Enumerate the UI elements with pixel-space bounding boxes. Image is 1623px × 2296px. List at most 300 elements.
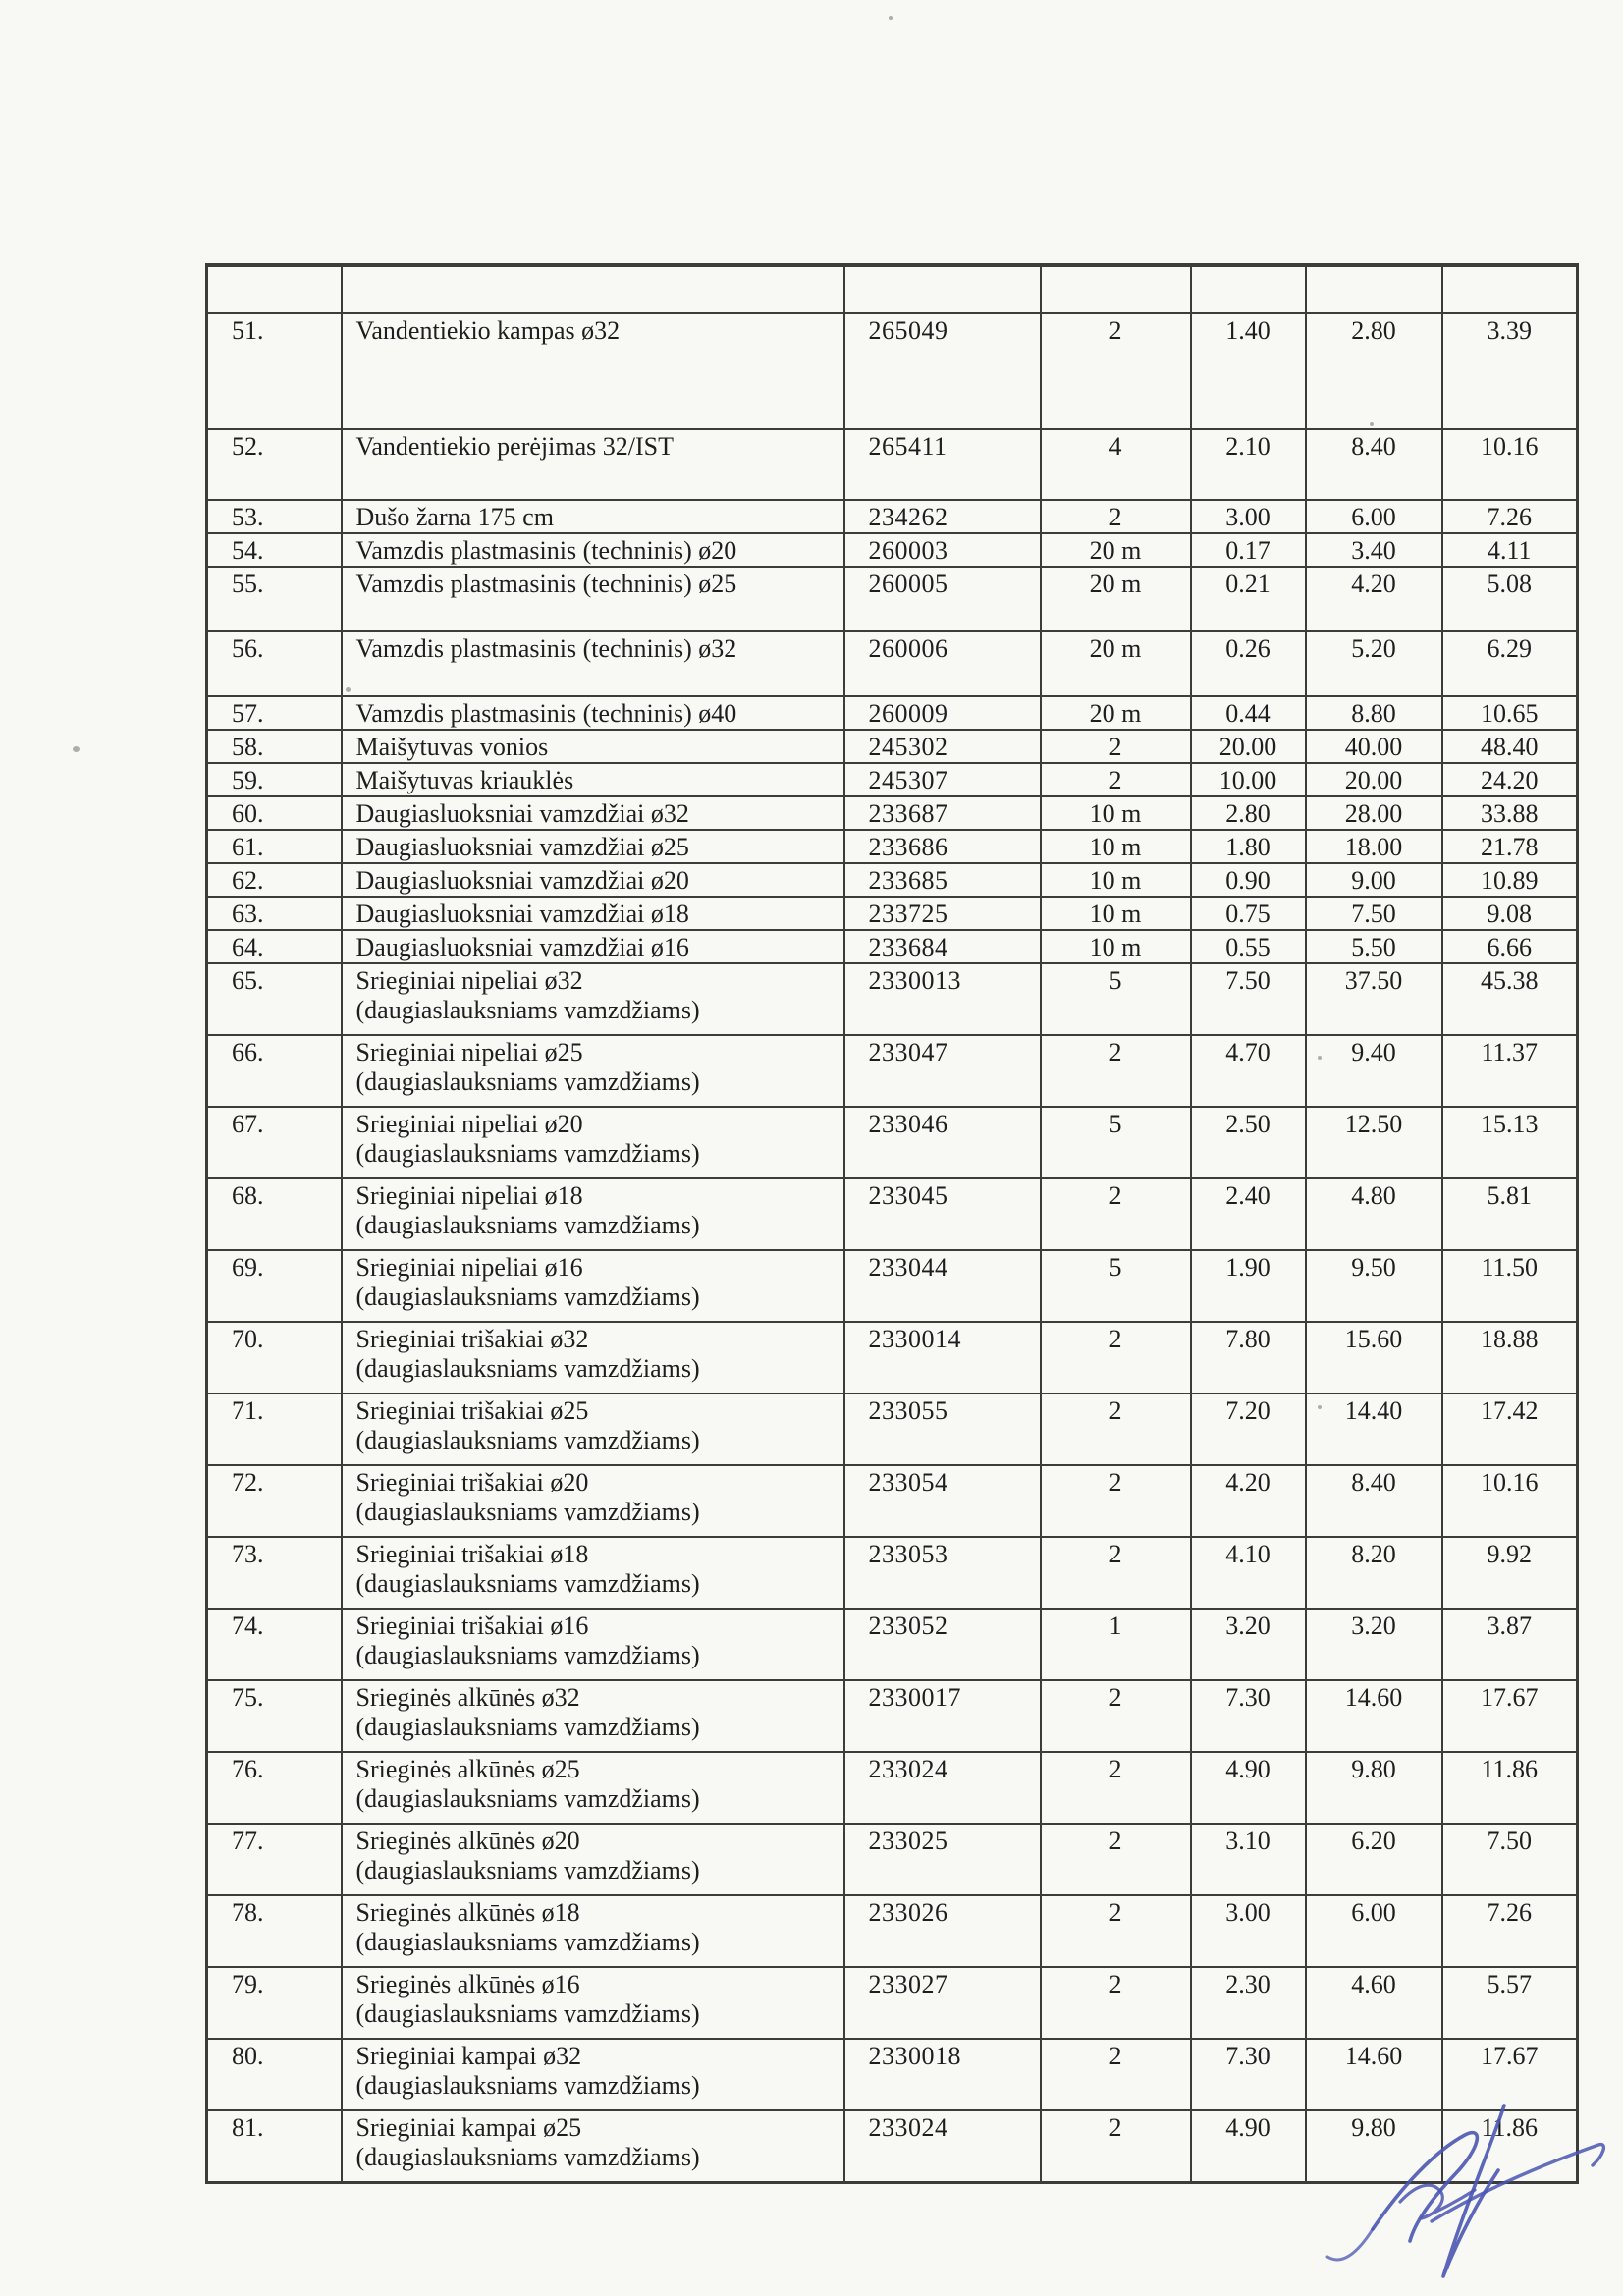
description-cell <box>342 1035 844 1107</box>
code-cell: 233054 <box>844 1465 1041 1537</box>
quantity-cell: 2 <box>1041 763 1191 796</box>
total-vat-cell: 17.42 <box>1442 1394 1578 1465</box>
total-vat-cell: 3.87 <box>1442 1609 1578 1680</box>
table-row <box>207 500 1578 533</box>
description-line2: (daugiaslauksniams vamzdžiams) <box>355 2143 700 2171</box>
total-cell: 20.00 <box>1306 763 1442 796</box>
total-cell: 9.00 <box>1306 863 1442 897</box>
code-cell: 2330018 <box>844 2039 1041 2110</box>
description-cell <box>342 429 844 500</box>
code-cell: 245307 <box>844 763 1041 796</box>
description-cell <box>342 1465 844 1537</box>
total-cell: 6.20 <box>1306 1824 1442 1895</box>
total-cell: 9.80 <box>1306 2110 1442 2182</box>
row-number-cell: 71. <box>207 1394 342 1465</box>
description-cell <box>342 1537 844 1609</box>
signature-stroke <box>1432 2145 1603 2221</box>
description-line1: Srieginės alkūnės ø25 <box>355 1755 580 1783</box>
unit-price-cell: 0.17 <box>1191 533 1306 567</box>
description-line1: Vamzdis plastmasinis (techninis) ø20 <box>355 536 737 565</box>
table-row <box>207 730 1578 763</box>
description-line2: (daugiaslauksniams vamzdžiams) <box>355 1928 700 1956</box>
quantity-cell: 2 <box>1041 1035 1191 1107</box>
unit-price-cell: 3.20 <box>1191 1609 1306 1680</box>
total-cell: 37.50 <box>1306 963 1442 1035</box>
table-row <box>207 567 1578 631</box>
row-number-cell: 59. <box>207 763 342 796</box>
table-row <box>207 1107 1578 1178</box>
table-row <box>207 1178 1578 1250</box>
code-cell: 233687 <box>844 796 1041 830</box>
unit-price-cell: 10.00 <box>1191 763 1306 796</box>
total-vat-cell: 7.26 <box>1442 500 1578 533</box>
row-number-cell: 51. <box>207 313 342 429</box>
row-number-cell: 54. <box>207 533 342 567</box>
quantity-cell: 2 <box>1041 1680 1191 1752</box>
quantity-cell: 20 m <box>1041 631 1191 696</box>
description-line2: (daugiaslauksniams vamzdžiams) <box>355 1283 700 1311</box>
table-row <box>207 696 1578 730</box>
total-vat-cell: 9.92 <box>1442 1537 1578 1609</box>
table-row <box>207 930 1578 963</box>
code-cell: 234262 <box>844 500 1041 533</box>
total-vat-cell: 5.08 <box>1442 567 1578 631</box>
unit-price-cell: 0.90 <box>1191 863 1306 897</box>
row-number-cell: 64. <box>207 930 342 963</box>
quantity-cell: 5 <box>1041 1107 1191 1178</box>
quantity-cell: 10 m <box>1041 897 1191 930</box>
description-line1: Vandentiekio kampas ø32 <box>355 316 621 345</box>
table-row <box>207 897 1578 930</box>
quantity-cell: 2 <box>1041 1824 1191 1895</box>
table-row <box>207 863 1578 897</box>
description-cell <box>342 313 844 429</box>
total-vat-cell: 10.65 <box>1442 696 1578 730</box>
unit-price-cell: 0.44 <box>1191 696 1306 730</box>
code-cell: 233026 <box>844 1895 1041 1967</box>
total-cell: 14.40 <box>1306 1394 1442 1465</box>
description-line2: (daugiaslauksniams vamzdžiams) <box>355 1426 700 1454</box>
row-number-cell: 68. <box>207 1178 342 1250</box>
header-cell-unit-price <box>1191 265 1306 313</box>
total-cell: 12.50 <box>1306 1107 1442 1178</box>
unit-price-cell: 1.90 <box>1191 1250 1306 1322</box>
description-line1: Srieginiai trišakiai ø20 <box>355 1468 589 1497</box>
description-cell <box>342 1895 844 1967</box>
description-line2: (daugiaslauksniams vamzdžiams) <box>355 2071 700 2100</box>
quantity-cell: 2 <box>1041 1394 1191 1465</box>
code-cell: 233684 <box>844 930 1041 963</box>
header-cell-total <box>1306 265 1442 313</box>
quantity-cell: 20 m <box>1041 696 1191 730</box>
description-line1: Srieginiai trišakiai ø18 <box>355 1540 589 1568</box>
description-line2: (daugiaslauksniams vamzdžiams) <box>355 1139 700 1168</box>
description-line1: Maišytuvas kriauklės <box>355 766 574 794</box>
total-vat-cell: 6.66 <box>1442 930 1578 963</box>
description-cell <box>342 796 844 830</box>
unit-price-cell: 7.50 <box>1191 963 1306 1035</box>
quantity-cell: 2 <box>1041 1322 1191 1394</box>
unit-price-cell: 0.26 <box>1191 631 1306 696</box>
code-cell: 260003 <box>844 533 1041 567</box>
table-row <box>207 1824 1578 1895</box>
total-vat-cell: 21.78 <box>1442 830 1578 863</box>
table-row <box>207 313 1578 429</box>
row-number-cell: 77. <box>207 1824 342 1895</box>
code-cell: 265049 <box>844 313 1041 429</box>
table-row <box>207 1322 1578 1394</box>
table-row <box>207 1035 1578 1107</box>
total-vat-cell: 11.86 <box>1442 1752 1578 1824</box>
total-cell: 3.20 <box>1306 1609 1442 1680</box>
code-cell: 233024 <box>844 2110 1041 2182</box>
description-line2: (daugiaslauksniams vamzdžiams) <box>355 1211 700 1239</box>
description-line1: Srieginės alkūnės ø16 <box>355 1970 580 1998</box>
row-number-cell: 56. <box>207 631 342 696</box>
row-number-cell: 58. <box>207 730 342 763</box>
table-row <box>207 1465 1578 1537</box>
description-cell <box>342 930 844 963</box>
total-cell: 9.50 <box>1306 1250 1442 1322</box>
description-line1: Srieginiai nipeliai ø25 <box>355 1038 583 1066</box>
quantity-cell: 10 m <box>1041 930 1191 963</box>
description-line1: Vamzdis plastmasinis (techninis) ø32 <box>355 634 737 663</box>
total-cell: 6.00 <box>1306 1895 1442 1967</box>
header-cell-total-vat <box>1442 265 1578 313</box>
description-cell <box>342 763 844 796</box>
scan-speck <box>1318 1056 1322 1060</box>
description-line1: Vandentiekio perėjimas 32/IST <box>355 432 674 461</box>
header-row <box>207 265 1578 313</box>
total-cell: 8.80 <box>1306 696 1442 730</box>
unit-price-cell: 1.40 <box>1191 313 1306 429</box>
quantity-cell: 2 <box>1041 2039 1191 2110</box>
description-line1: Daugiasluoksniai vamzdžiai ø32 <box>355 799 689 828</box>
total-cell: 9.80 <box>1306 1752 1442 1824</box>
quantity-cell: 4 <box>1041 429 1191 500</box>
total-vat-cell: 5.81 <box>1442 1178 1578 1250</box>
description-line1: Daugiasluoksniai vamzdžiai ø18 <box>355 900 689 928</box>
code-cell: 233024 <box>844 1752 1041 1824</box>
unit-price-cell: 2.80 <box>1191 796 1306 830</box>
table-row <box>207 796 1578 830</box>
unit-price-cell: 7.30 <box>1191 2039 1306 2110</box>
code-cell: 260006 <box>844 631 1041 696</box>
quantity-cell: 5 <box>1041 1250 1191 1322</box>
scan-speck <box>73 746 80 752</box>
row-number-cell: 75. <box>207 1680 342 1752</box>
description-line2: (daugiaslauksniams vamzdžiams) <box>355 1498 700 1526</box>
scan-speck <box>1318 1405 1322 1409</box>
table-row <box>207 1250 1578 1322</box>
description-line1: Daugiasluoksniai vamzdžiai ø20 <box>355 866 689 895</box>
unit-price-cell: 20.00 <box>1191 730 1306 763</box>
table-row <box>207 631 1578 696</box>
unit-price-cell: 7.80 <box>1191 1322 1306 1394</box>
unit-price-cell: 4.90 <box>1191 2110 1306 2182</box>
row-number-cell: 65. <box>207 963 342 1035</box>
total-cell: 14.60 <box>1306 2039 1442 2110</box>
row-number-cell: 70. <box>207 1322 342 1394</box>
description-cell <box>342 1609 844 1680</box>
total-cell: 9.40 <box>1306 1035 1442 1107</box>
unit-price-cell: 0.75 <box>1191 897 1306 930</box>
code-cell: 233046 <box>844 1107 1041 1178</box>
total-cell: 4.60 <box>1306 1967 1442 2039</box>
table-row <box>207 1609 1578 1680</box>
quantity-cell: 2 <box>1041 313 1191 429</box>
total-vat-cell: 3.39 <box>1442 313 1578 429</box>
total-cell: 3.40 <box>1306 533 1442 567</box>
description-cell <box>342 631 844 696</box>
code-cell: 233025 <box>844 1824 1041 1895</box>
description-line2: (daugiaslauksniams vamzdžiams) <box>355 1569 700 1598</box>
total-vat-cell: 7.26 <box>1442 1895 1578 1967</box>
row-number-cell: 81. <box>207 2110 342 2182</box>
description-line1: Srieginės alkūnės ø18 <box>355 1898 580 1927</box>
description-cell <box>342 730 844 763</box>
total-cell: 18.00 <box>1306 830 1442 863</box>
total-cell: 4.20 <box>1306 567 1442 631</box>
table-row <box>207 830 1578 863</box>
description-line1: Maišytuvas vonios <box>355 733 549 761</box>
description-line1: Srieginiai kampai ø32 <box>355 2042 582 2070</box>
code-cell: 233027 <box>844 1967 1041 2039</box>
quantity-cell: 2 <box>1041 500 1191 533</box>
code-cell: 233686 <box>844 830 1041 863</box>
description-line1: Srieginiai kampai ø25 <box>355 2113 582 2142</box>
description-line1: Daugiasluoksniai vamzdžiai ø25 <box>355 833 689 861</box>
description-cell <box>342 1824 844 1895</box>
description-cell <box>342 2039 844 2110</box>
total-vat-cell: 10.16 <box>1442 429 1578 500</box>
signature <box>1316 2092 1620 2293</box>
unit-price-cell: 4.20 <box>1191 1465 1306 1537</box>
description-cell <box>342 963 844 1035</box>
description-cell <box>342 1322 844 1394</box>
table-row <box>207 763 1578 796</box>
quantity-cell: 2 <box>1041 2110 1191 2182</box>
description-cell <box>342 696 844 730</box>
description-line2: (daugiaslauksniams vamzdžiams) <box>355 1641 700 1669</box>
row-number-cell: 63. <box>207 897 342 930</box>
price-table <box>205 263 1579 2184</box>
total-vat-cell: 6.29 <box>1442 631 1578 696</box>
code-cell: 233045 <box>844 1178 1041 1250</box>
description-line2: (daugiaslauksniams vamzdžiams) <box>355 1999 700 2028</box>
total-vat-cell: 11.50 <box>1442 1250 1578 1322</box>
description-line2: (daugiaslauksniams vamzdžiams) <box>355 1713 700 1741</box>
total-cell: 8.40 <box>1306 1465 1442 1537</box>
unit-price-cell: 7.20 <box>1191 1394 1306 1465</box>
unit-price-cell: 1.80 <box>1191 830 1306 863</box>
description-line1: Srieginiai trišakiai ø25 <box>355 1396 589 1425</box>
description-cell <box>342 1394 844 1465</box>
description-line1: Vamzdis plastmasinis (techninis) ø40 <box>355 699 737 728</box>
code-cell: 233055 <box>844 1394 1041 1465</box>
description-cell <box>342 1107 844 1178</box>
row-number-cell: 67. <box>207 1107 342 1178</box>
table-row <box>207 533 1578 567</box>
description-cell <box>342 1967 844 2039</box>
total-vat-cell: 10.89 <box>1442 863 1578 897</box>
code-cell: 260009 <box>844 696 1041 730</box>
header-cell-description <box>342 265 844 313</box>
unit-price-cell: 4.70 <box>1191 1035 1306 1107</box>
description-line2: (daugiaslauksniams vamzdžiams) <box>355 1856 700 1885</box>
unit-price-cell: 3.00 <box>1191 500 1306 533</box>
table-row <box>207 1895 1578 1967</box>
description-line2: (daugiaslauksniams vamzdžiams) <box>355 996 700 1024</box>
row-number-cell: 72. <box>207 1465 342 1537</box>
total-cell: 4.80 <box>1306 1178 1442 1250</box>
description-line2: (daugiaslauksniams vamzdžiams) <box>355 1784 700 1813</box>
row-number-cell: 57. <box>207 696 342 730</box>
total-vat-cell: 5.57 <box>1442 1967 1578 2039</box>
description-cell <box>342 2110 844 2182</box>
code-cell: 233052 <box>844 1609 1041 1680</box>
quantity-cell: 2 <box>1041 1752 1191 1824</box>
unit-price-cell: 3.00 <box>1191 1895 1306 1967</box>
unit-price-cell: 4.90 <box>1191 1752 1306 1824</box>
quantity-cell: 2 <box>1041 1967 1191 2039</box>
quantity-cell: 10 m <box>1041 796 1191 830</box>
total-cell: 7.50 <box>1306 897 1442 930</box>
total-vat-cell: 17.67 <box>1442 1680 1578 1752</box>
code-cell: 233725 <box>844 897 1041 930</box>
description-cell <box>342 863 844 897</box>
quantity-cell: 20 m <box>1041 567 1191 631</box>
row-number-cell: 52. <box>207 429 342 500</box>
unit-price-cell: 4.10 <box>1191 1537 1306 1609</box>
table-row <box>207 1394 1578 1465</box>
total-cell: 28.00 <box>1306 796 1442 830</box>
row-number-cell: 61. <box>207 830 342 863</box>
description-cell <box>342 1680 844 1752</box>
quantity-cell: 2 <box>1041 1895 1191 1967</box>
total-cell: 2.80 <box>1306 313 1442 429</box>
total-vat-cell: 33.88 <box>1442 796 1578 830</box>
signature-stroke <box>1327 2229 1373 2260</box>
quantity-cell: 2 <box>1041 1537 1191 1609</box>
description-line1: Srieginės alkūnės ø20 <box>355 1827 580 1855</box>
total-cell: 8.20 <box>1306 1537 1442 1609</box>
total-vat-cell: 11.37 <box>1442 1035 1578 1107</box>
header-cell-nr <box>207 265 342 313</box>
row-number-cell: 66. <box>207 1035 342 1107</box>
description-line1: Srieginiai nipeliai ø16 <box>355 1253 583 1282</box>
description-line1: Srieginės alkūnės ø32 <box>355 1683 580 1712</box>
description-cell <box>342 1178 844 1250</box>
unit-price-cell: 2.10 <box>1191 429 1306 500</box>
unit-price-cell: 0.55 <box>1191 930 1306 963</box>
total-cell: 14.60 <box>1306 1680 1442 1752</box>
total-vat-cell: 24.20 <box>1442 763 1578 796</box>
description-cell <box>342 1752 844 1824</box>
total-vat-cell: 10.16 <box>1442 1465 1578 1537</box>
table-row <box>207 1752 1578 1824</box>
description-line2: (daugiaslauksniams vamzdžiams) <box>355 1354 700 1383</box>
unit-price-cell: 7.30 <box>1191 1680 1306 1752</box>
total-vat-cell: 4.11 <box>1442 533 1578 567</box>
quantity-cell: 2 <box>1041 730 1191 763</box>
total-vat-cell: 48.40 <box>1442 730 1578 763</box>
code-cell: 2330013 <box>844 963 1041 1035</box>
row-number-cell: 69. <box>207 1250 342 1322</box>
description-line1: Srieginiai nipeliai ø20 <box>355 1110 583 1138</box>
unit-price-cell: 0.21 <box>1191 567 1306 631</box>
total-vat-cell: 17.67 <box>1442 2039 1578 2110</box>
total-cell: 5.20 <box>1306 631 1442 696</box>
code-cell: 245302 <box>844 730 1041 763</box>
quantity-cell: 10 m <box>1041 863 1191 897</box>
description-cell <box>342 500 844 533</box>
row-number-cell: 55. <box>207 567 342 631</box>
code-cell: 233685 <box>844 863 1041 897</box>
total-vat-cell: 11.86 <box>1442 2110 1578 2182</box>
quantity-cell: 10 m <box>1041 830 1191 863</box>
row-number-cell: 76. <box>207 1752 342 1824</box>
code-cell: 2330017 <box>844 1680 1041 1752</box>
description-line1: Srieginiai trišakiai ø32 <box>355 1325 589 1353</box>
total-vat-cell: 9.08 <box>1442 897 1578 930</box>
unit-price-cell: 3.10 <box>1191 1824 1306 1895</box>
code-cell: 233044 <box>844 1250 1041 1322</box>
code-cell: 233053 <box>844 1537 1041 1609</box>
description-cell <box>342 897 844 930</box>
quantity-cell: 5 <box>1041 963 1191 1035</box>
total-cell: 15.60 <box>1306 1322 1442 1394</box>
description-cell <box>342 830 844 863</box>
row-number-cell: 79. <box>207 1967 342 2039</box>
description-line1: Dušo žarna 175 cm <box>355 503 554 531</box>
unit-price-cell: 2.40 <box>1191 1178 1306 1250</box>
code-cell: 265411 <box>844 429 1041 500</box>
quantity-cell: 2 <box>1041 1178 1191 1250</box>
total-vat-cell: 15.13 <box>1442 1107 1578 1178</box>
header-cell-code <box>844 265 1041 313</box>
description-line2: (daugiaslauksniams vamzdžiams) <box>355 1067 700 1096</box>
total-vat-cell: 7.50 <box>1442 1824 1578 1895</box>
row-number-cell: 78. <box>207 1895 342 1967</box>
quantity-cell: 2 <box>1041 1465 1191 1537</box>
total-cell: 6.00 <box>1306 500 1442 533</box>
scan-speck <box>1370 422 1374 426</box>
total-cell: 5.50 <box>1306 930 1442 963</box>
table-row <box>207 1967 1578 2039</box>
unit-price-cell: 2.50 <box>1191 1107 1306 1178</box>
description-line1: Srieginiai nipeliai ø18 <box>355 1181 583 1210</box>
total-vat-cell: 18.88 <box>1442 1322 1578 1394</box>
row-number-cell: 53. <box>207 500 342 533</box>
table-row <box>207 1537 1578 1609</box>
table-row <box>207 1680 1578 1752</box>
row-number-cell: 73. <box>207 1537 342 1609</box>
description-line1: Daugiasluoksniai vamzdžiai ø16 <box>355 933 689 961</box>
row-number-cell: 74. <box>207 1609 342 1680</box>
code-cell: 2330014 <box>844 1322 1041 1394</box>
quantity-cell: 20 m <box>1041 533 1191 567</box>
code-cell: 260005 <box>844 567 1041 631</box>
quantity-cell: 1 <box>1041 1609 1191 1680</box>
row-number-cell: 80. <box>207 2039 342 2110</box>
unit-price-cell: 2.30 <box>1191 1967 1306 2039</box>
total-cell: 40.00 <box>1306 730 1442 763</box>
scan-speck <box>889 16 893 20</box>
description-line1: Srieginiai trišakiai ø16 <box>355 1612 589 1640</box>
scan-speck <box>346 687 351 692</box>
description-line1: Srieginiai nipeliai ø32 <box>355 966 583 995</box>
